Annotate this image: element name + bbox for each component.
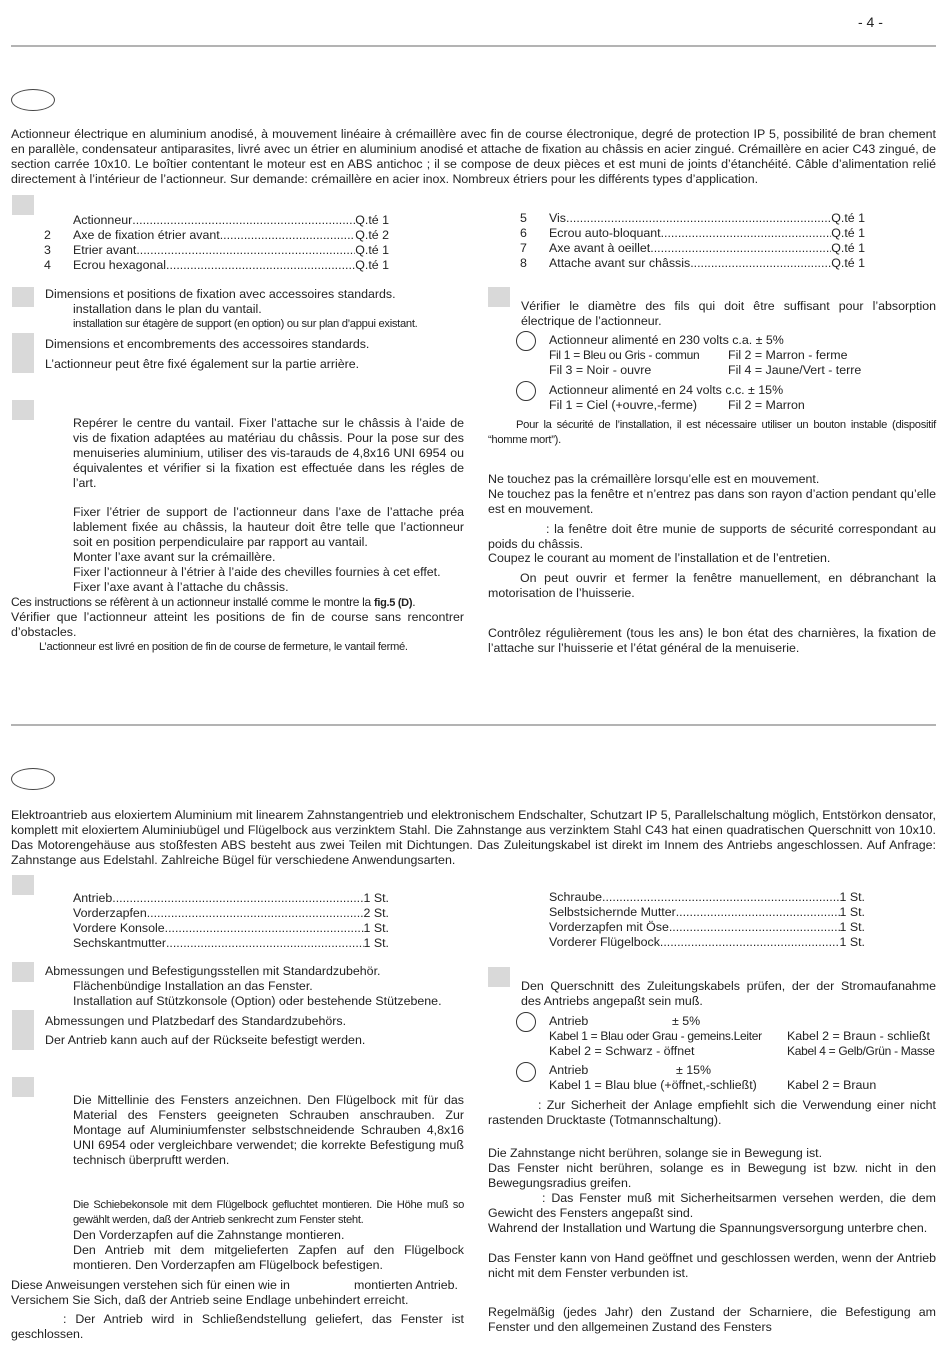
de-wire-2: Kabel 2 = Braun - schließt xyxy=(787,1029,930,1043)
list-item: Ecrou auto-bloquant ..... Q.té 1 xyxy=(549,226,865,241)
de-warning-5: Das Fenster kann von Hand geöffnet und geschlossen werden, wenn der Antrieb nicht mit dem Fenster verbunden ist. xyxy=(488,1251,936,1280)
de-install-3: Den Vorderzapfen auf die Zahnstange montieren. xyxy=(73,1228,345,1242)
fr-230v-symbol xyxy=(516,331,536,351)
fr-warning-5: On peut ouvrir et fermer la fenêtre manuellement, en débranchant la motorisation de l’huisserie. xyxy=(488,571,936,600)
fr-dim-2: Dimensions et encombrements des accessoires standards. xyxy=(45,337,370,351)
de-24v-tolerance: ± 15% xyxy=(676,1063,712,1077)
de-dim-2: Abmessungen und Platzbedarf des Standardzubehörs. xyxy=(45,1014,347,1028)
de-warning-1: Die Zahnstange nicht berühren, solange sie in Bewegung ist. xyxy=(488,1146,823,1160)
de-warning-4: Wahrend der Installation und Wartung die Spannungsversorgung unterbre chen. xyxy=(488,1221,928,1235)
fr-elec-1: Vérifier le diamètre des fils qui doit être suffisant pour l’absorption électrique de l’actionneur. xyxy=(521,299,936,328)
fr-230v-label: Actionneur alimenté en 230 volts c.a. ± 5% xyxy=(549,333,784,347)
list-item: Vordere Konsole ..... 1 St. xyxy=(73,921,389,936)
de-warning-3: : Das Fenster muß mit Sicherheitsarmen versehen werden, die dem Gewicht des Fensters angepaßt sind. xyxy=(488,1191,936,1220)
language-flag-fr xyxy=(11,89,55,111)
list-item: Axe avant à oeillet ..... Q.té 1 xyxy=(549,241,865,256)
list-item: Vorderzapfen ..... 2 St. xyxy=(73,906,389,921)
fr-24v-symbol xyxy=(516,381,536,401)
de-dim-3: Der Antrieb kann auch auf der Rückseite befestigt werden. xyxy=(45,1033,366,1047)
de-dim-marker-2 xyxy=(12,1010,34,1030)
de-install-6: Versichem Sie Sich, daß der Antrieb seine Endlage unbehindert erreicht. xyxy=(11,1293,409,1307)
fr-install-1: Repérer le centre du vantail. Fixer l’attache sur le châssis à l’aide de vis de fixation adaptées au matériau du châssis. Pour la pose sur des menuiseries aluminium, utiliser des vis-tarauds de 4,8x16 UNI 6954 ou équivalentes et vérifier si la fixation est effectuée dans les régles de l’art. xyxy=(73,416,464,490)
fr-elec-marker xyxy=(488,287,510,307)
de-elec-1: Den Querschnitt des Zuleitungskabels prüfen, der der Stromaufanahme des Antriebs angepaßt sein muß. xyxy=(521,979,936,1008)
list-item: Etrier avant ..... Q.té 1 xyxy=(73,243,389,258)
de-wire-3: Kabel 2 = Schwarz - öffnet xyxy=(549,1044,695,1058)
fr-install-6: Ces instructions se réfèrent à un actionneur installé comme le montre la fig.5 (D). xyxy=(11,595,416,609)
fr-install-marker xyxy=(12,400,34,420)
fr-safety-note: Pour la sécurité de l’installation, il est nécessaire utiliser un bouton instable (dispositif “homme mort”). xyxy=(488,419,936,446)
de-230v-label: Antrieb xyxy=(549,1014,589,1028)
de-dim-marker-1 xyxy=(12,962,34,982)
de-24v-symbol xyxy=(516,1062,536,1082)
fr-dim-3: L’actionneur peut être fixé également sur la partie arrière. xyxy=(45,357,360,371)
fr-install-5: Fixer l’axe avant à l’attache du châssis. xyxy=(73,580,289,594)
fr-dim-1: Dimensions et positions de fixation avec accessoires standards. xyxy=(45,287,396,301)
fr-install-4: Fixer l’actionneur à l’étrier à l’aide des chevilles fournies à cet effet. xyxy=(73,565,441,579)
de-warning-2: Das Fenster nicht berühren, solange es in Bewegung ist bzw. nicht in den Bewegungsradius greifen. xyxy=(488,1161,936,1190)
de-dim-marker-3 xyxy=(12,1030,34,1050)
de-wire-2b: Kabel 2 = Braun xyxy=(787,1078,877,1092)
fr-parts-marker xyxy=(12,195,34,215)
list-item: Sechskantmutter ..... 1 St. xyxy=(73,936,389,951)
list-item: Vorderer Flügelbock ..... 1 St. xyxy=(549,935,865,950)
fr-warning-4: Coupez le courant au moment de l’installation et de l’entretien. xyxy=(488,551,831,565)
fr-dim-marker-2 xyxy=(12,333,34,353)
fr-wire-2: Fil 2 = Marron - ferme xyxy=(728,348,848,362)
language-flag-de xyxy=(11,768,55,790)
de-install-2: Die Schiebekonsole mit dem Flügelbock gefluchtet montieren. Die Höhe muß so gewählt werden, daß der Antrieb senkrecht zum Fenster steht. xyxy=(73,1199,464,1226)
de-dim-1b: Installation auf Stützkonsole (Option) oder bestehende Stützebene. xyxy=(73,994,442,1008)
de-parts-marker xyxy=(12,875,34,895)
page-number: - 4 - xyxy=(858,14,883,30)
list-item: Attache avant sur châssis ..... Q.té 1 xyxy=(549,256,865,271)
fr-warning-3: : la fenêtre doit être munie de supports de sécurité correspondant au poids du châssis. xyxy=(488,522,936,551)
de-dim-1: Abmessungen und Befestigungsstellen mit Standardzubehör. xyxy=(45,964,381,978)
list-item: Axe de fixation étrier avant ..... Q.té 2 xyxy=(73,228,389,243)
fr-dim-1b: installation sur étagère de support (en option) ou sur plan d’appui existant. xyxy=(73,318,418,330)
fr-warning-2: Ne touchez pas la fenêtre et n’entrez pas dans son rayon d’action pendant qu’elle est en mouvement. xyxy=(488,487,936,516)
de-230v-symbol xyxy=(516,1012,536,1032)
section-rule xyxy=(11,724,936,726)
de-install-5b: montierten Antrieb. xyxy=(354,1278,459,1292)
de-install-4: Den Antrieb mit dem mitgelieferten Zapfen auf den Flügelbock montieren. Den Vorderzapfen am Flügelbock befestigen. xyxy=(73,1243,464,1272)
fr-dim-1a: installation dans le plan du vantail. xyxy=(73,302,262,316)
de-wire-1b: Kabel 1 = Blau blue (+öffnet,-schließt) xyxy=(549,1078,757,1092)
fr-wire-1b: Fil 1 = Ciel (+ouvre,-ferme) xyxy=(549,398,698,412)
list-item: Schraube ..... 1 St. xyxy=(549,890,865,905)
list-item: Selbstsichernde Mutter ..... 1 St. xyxy=(549,905,865,920)
list-item: Vis ..... Q.té 1 xyxy=(549,211,865,226)
list-item: Vorderzapfen mit Öse ..... 1 St. xyxy=(549,920,865,935)
fr-wire-3: Fil 3 = Noir - ouvre xyxy=(549,363,652,377)
fr-intro: Actionneur électrique en aluminium anodisé, à mouvement linéaire à crémaillère avec fin de course électronique, degré de protection IP 5, possibilité de bran chement en parallèle, condensateur antiparasites, livré avec un étrier en aluminium anodisé et attache de fixation au châssis en acier zingué. Crémaillère en acier C43 zingué, de section carrée 10x10. Le boîtier contentant le moteur est en ABS antichoc ; il se compose de deux pièces et est muni de joints d’étanchéité. Câble d’alimentation relié directement à l’intérieur de l’actionneur. Sur demande: crémaillère en acier inox. Nombreux étriers pour les différents types d’application. xyxy=(11,127,936,186)
fr-wire-2b: Fil 2 = Marron xyxy=(728,398,805,412)
de-dim-1a: Flächenbündige Installation an das Fenster. xyxy=(73,979,313,993)
fr-24v-label: Actionneur alimenté en 24 volts c.c. ± 15% xyxy=(549,383,784,397)
de-elec-marker xyxy=(488,967,510,987)
fr-dim-marker-1 xyxy=(12,287,34,307)
list-item: Antrieb ..... 1 St. xyxy=(73,891,389,906)
list-item: Ecrou hexagonal ..... Q.té 1 xyxy=(73,258,389,273)
de-install-marker xyxy=(12,1077,34,1097)
de-install-5a: Diese Anweisungen verstehen sich für einen wie in xyxy=(11,1278,290,1292)
fr-wire-4: Fil 4 = Jaune/Vert - terre xyxy=(728,363,862,377)
top-rule xyxy=(11,45,936,47)
de-24v-label: Antrieb xyxy=(549,1063,589,1077)
fr-warning-1: Ne touchez pas la crémaillère lorsqu’elle est en mouvement. xyxy=(488,472,820,486)
fr-dim-marker-3 xyxy=(12,353,34,373)
de-install-7: : Der Antrieb wird in Schließendstellung geliefert, das Fenster ist geschlossen. xyxy=(11,1312,464,1341)
fr-install-7: Vérifier que l’actionneur atteint les positions de fin de course sans rencontrer d’obstacles. xyxy=(11,610,464,639)
de-wire-1: Kabel 1 = Blau oder Grau - gemeins.Leiter xyxy=(549,1029,762,1043)
fr-install-8: L’actionneur est livré en position de fin de course de fermeture, le vantail fermé. xyxy=(39,641,408,653)
de-intro: Elektroantrieb aus eloxiertem Aluminium mit linearem Zahnstangentrieb und elektronischem Endschalter, Schutzart IP 5, Parallelschaltung möglich, Entstörkon densator, komplett mit eloxiertem Aluminiubügel und Flügelbock aus verzinktem Stahl. Die Zahnstange aus verzinktem Stahl C43 hat einen quadratischen Querschnitt von 10x10. Das Motorengehäuse aus stoßfesten ABS besteht aus zwei Teilen mit Dichtungen. Das Zuleitungskabel ist direkt im Innem des Antriebs angeschlossen. Auf Anfrage: Zahnstange aus Edelstahl. Zahlreiche Bügel für verschiedene Anwendungsarten. xyxy=(11,808,936,867)
de-wire-4: Kabel 4 = Gelb/Grün - Masse xyxy=(787,1044,935,1058)
de-230v-tolerance: ± 5% xyxy=(672,1014,701,1028)
de-install-1: Die Mittellinie des Fensters anzeichnen. Den Flügelbock mit für das Material des Fensters geeigneten Schrauben anschrauben. Zur Montage auf Aluminiumfenster selbstschneidende Schrauben 4,8x16 UNI 6954 oder vergleichbare verwendet; die korrekte Befestigung muß technisch überpruftt werden. xyxy=(73,1093,464,1167)
list-item: Actionneur ..... Q.té 1 xyxy=(73,213,389,228)
fr-install-3: Monter l’axe avant sur la crémaillère. xyxy=(73,550,276,564)
de-maintenance: Regelmäßig (jedes Jahr) den Zustand der Scharniere, die Befestigung am Fenster und den allgemeinen Zustand des Fensters xyxy=(488,1305,936,1334)
fr-wire-1: Fil 1 = Bleu ou Gris - commun xyxy=(549,348,700,362)
fr-maintenance: Contrôlez régulièrement (tous les ans) le bon état des charnières, la fixation de l’attache sur l’huisserie et l’état général de la menuiserie. xyxy=(488,626,936,655)
fr-install-2: Fixer l’étrier de support de l’actionneur dans l’axe de l’attache préa lablement fixée au châssis, la hauteur doit être telle que l’actionneur soit en position perpendiculaire par rapport au vantail. xyxy=(73,505,464,549)
de-safety-note: : Zur Sicherheit der Anlage empfiehlt sich die Verwendung einer nicht rastenden Drucktaste (Totmannschaltung). xyxy=(488,1098,936,1127)
